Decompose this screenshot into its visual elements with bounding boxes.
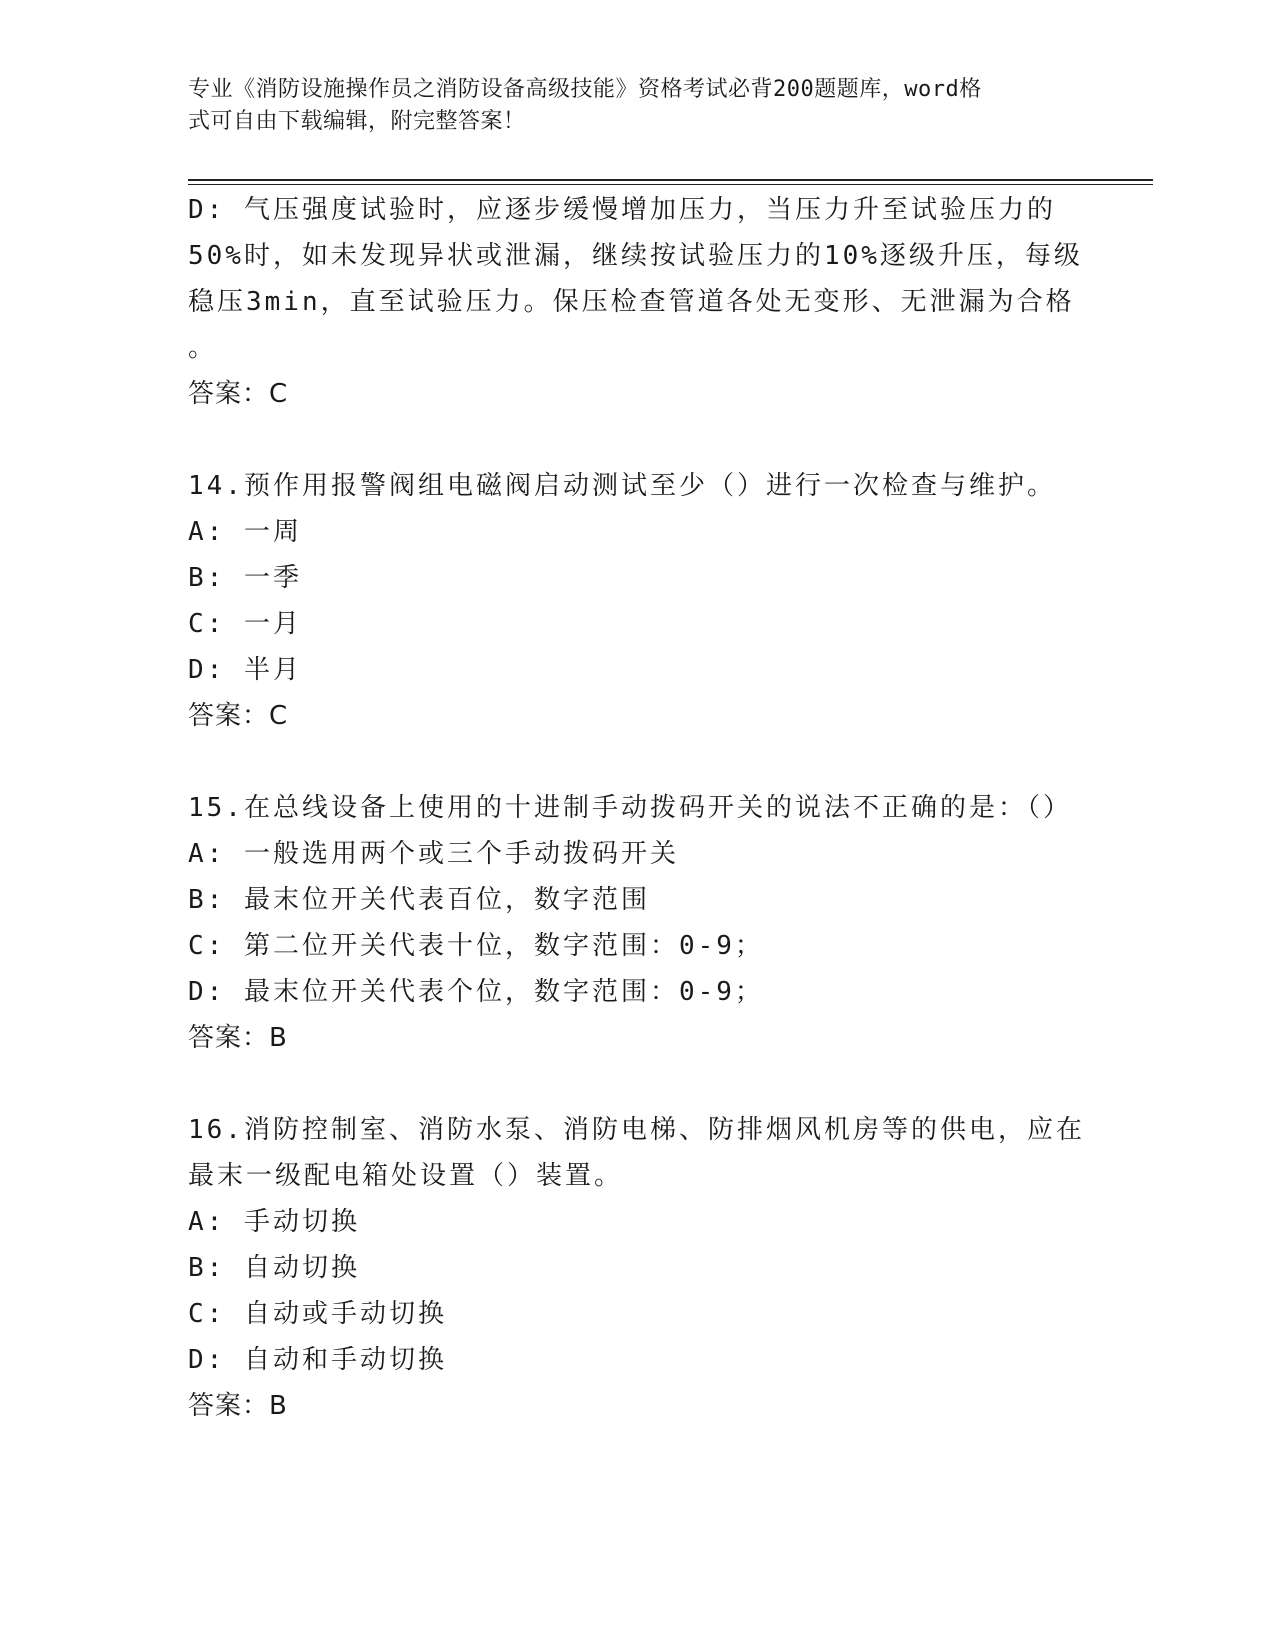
answer-line: 答案：B [188, 1391, 288, 1421]
question-14 [188, 463, 1088, 739]
previous-question-continuation [188, 187, 1088, 417]
option-b: B: 自动切换 [188, 1253, 360, 1283]
option-d-line-3: 稳压3min，直至试验压力。保压检查管道各处无变形、无泄漏为合格 [188, 287, 1075, 317]
header-line-1: 专业《消防设施操作员之消防设备高级技能》资格考试必背200题题库，word格 [188, 77, 982, 102]
option-c: C: 一月 [188, 609, 302, 639]
option-b: B: 最末位开关代表百位，数字范围 [188, 885, 650, 915]
option-b: B: 一季 [188, 563, 302, 593]
header-rule-thick [188, 179, 1153, 181]
document-body [188, 187, 1088, 1429]
option-d: D: 最末位开关代表个位，数字范围：0-9； [188, 977, 764, 1007]
option-d-line-2: 50%时，如未发现异状或泄漏，继续按试验压力的10%逐级升压，每级 [188, 241, 1083, 271]
page-header [188, 74, 1068, 138]
option-c: C: 第二位开关代表十位，数字范围：0-9； [188, 931, 764, 961]
question-stem: 14.预作用报警阀组电磁阀启动测试至少（）进行一次检查与维护。 [188, 471, 1056, 501]
option-c: C: 自动或手动切换 [188, 1299, 447, 1329]
option-d-line-1: D: 气压强度试验时，应逐步缓慢增加压力，当压力升至试验压力的 [188, 195, 1056, 225]
header-rule-thin [188, 184, 1153, 185]
option-a: A: 一周 [188, 517, 302, 547]
spacer [188, 1061, 1088, 1107]
question-stem-line-1: 16.消防控制室、消防水泵、消防电梯、防排烟风机房等的供电，应在 [188, 1115, 1085, 1145]
question-stem-line-2: 最末一级配电箱处设置（）装置。 [188, 1161, 624, 1191]
answer-line: 答案：C [188, 701, 289, 731]
spacer [188, 739, 1088, 785]
option-d-line-4: 。 [188, 333, 218, 363]
question-stem: 15.在总线设备上使用的十进制手动拨码开关的说法不正确的是：（） [188, 793, 1072, 823]
answer-line: 答案：B [188, 1023, 288, 1053]
option-d: D: 半月 [188, 655, 302, 685]
spacer [188, 417, 1088, 463]
question-16 [188, 1107, 1088, 1429]
option-d: D: 自动和手动切换 [188, 1345, 447, 1375]
option-a: A: 手动切换 [188, 1207, 360, 1237]
answer-line: 答案：C [188, 379, 289, 409]
option-a: A: 一般选用两个或三个手动拨码开关 [188, 839, 679, 869]
header-line-2: 式可自由下载编辑，附完整答案！ [188, 109, 526, 134]
question-15 [188, 785, 1088, 1061]
